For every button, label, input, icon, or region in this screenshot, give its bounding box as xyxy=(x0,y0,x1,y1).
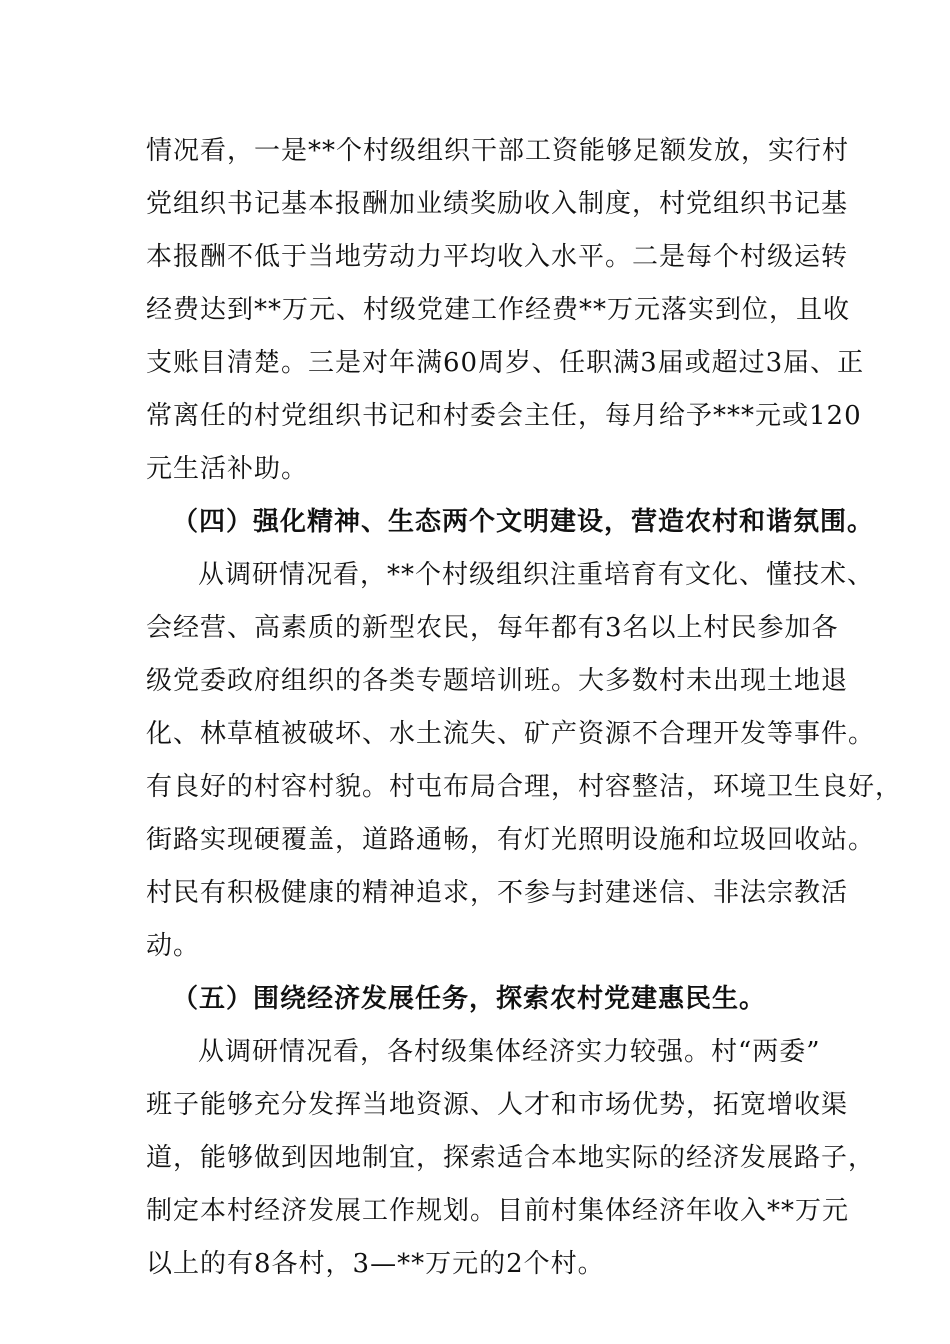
body-text-line: 情况看，一是**个村级组织干部工资能够足额发放，实行村 xyxy=(146,136,850,166)
body-text-line: 以上的有8各村，3—**万元的2个村。 xyxy=(146,1249,605,1279)
body-text-line: 会经营、高素质的新型农民，每年都有3名以上村民参加各 xyxy=(146,613,839,643)
body-text-line: 班子能够充分发挥当地资源、人才和市场优势，拓宽增收渠 xyxy=(146,1090,849,1120)
body-text-line: 级党委政府组织的各类专题培训班。大多数村未出现土地退 xyxy=(146,666,849,696)
body-text-line: 常离任的村党组织书记和村委会主任，每月给予***元或120 xyxy=(146,401,862,431)
body-text-line: 本报酬不低于当地劳动力平均收入水平。二是每个村级运转 xyxy=(146,242,849,272)
body-text-line: 元生活补助。 xyxy=(146,454,309,484)
body-text-line: 支账目清楚。三是对年满60周岁、任职满3届或超过3届、正 xyxy=(146,348,865,378)
body-text-line: 动。 xyxy=(146,931,201,961)
section-heading-5: （五）围绕经济发展任务，探索农村党建惠民生。 xyxy=(172,984,767,1014)
body-text-line: 村民有积极健康的精神追求，不参与封建迷信、非法宗教活 xyxy=(146,878,849,908)
section-heading-4: （四）强化精神、生态两个文明建设，营造农村和谐氛围。 xyxy=(172,507,875,537)
body-text-line: 化、林草植被破坏、水土流失、矿产资源不合理开发等事件。 xyxy=(146,719,876,749)
body-text-line: 党组织书记基本报酬加业绩奖励收入制度，村党组织书记基 xyxy=(146,189,849,219)
body-text-line: 经费达到**万元、村级党建工作经费**万元落实到位，且收 xyxy=(146,295,851,325)
body-text-line: 制定本村经济发展工作规划。目前村集体经济年收入**万元 xyxy=(146,1196,850,1226)
body-text-line: 道，能够做到因地制宜，探索适合本地实际的经济发展路子， xyxy=(146,1143,876,1173)
body-text-line: 从调研情况看，**个村级组织注重培育有文化、懂技术、 xyxy=(198,560,875,590)
body-text-line: 街路实现硬覆盖，道路通畅，有灯光照明设施和垃圾回收站。 xyxy=(146,825,876,855)
body-text-line: 有良好的村容村貌。村屯布局合理，村容整洁，环境卫生良好， xyxy=(146,772,903,802)
body-text-line: 从调研情况看，各村级集体经济实力较强。村“两委” xyxy=(198,1037,821,1067)
